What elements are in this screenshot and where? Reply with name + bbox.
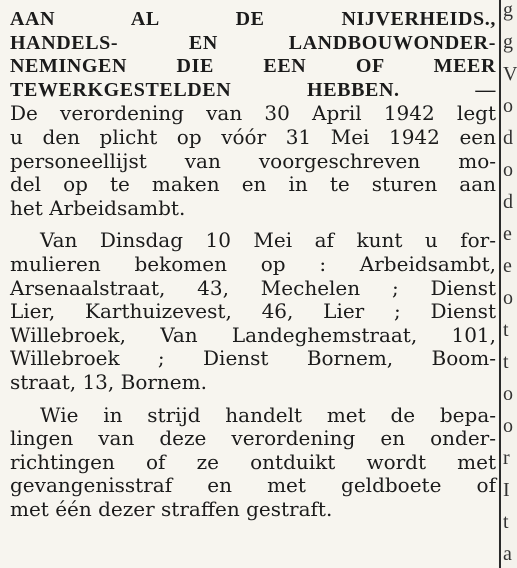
adjacent-column-glyph: o [503, 383, 513, 405]
text-line: straat, 13, Bornem. [10, 369, 207, 394]
heading-line: HANDELS- EN LANDBOUWONDER- [10, 31, 496, 54]
adjacent-column-glyph: o [503, 415, 513, 437]
adjacent-column-glyph: e [503, 255, 512, 277]
text-line: met één dezer straffen gestraft. [10, 496, 333, 521]
column-rule [499, 0, 501, 568]
text-line: richtingen of ze ontduikt wordt met [10, 449, 496, 474]
text-line: gevangenisstraf en met geldboete of [10, 473, 496, 498]
adjacent-column-glyph: o [503, 159, 513, 181]
text-line: De verordening van 30 April 1942 legt [10, 101, 496, 126]
adjacent-column-glyph: a [503, 543, 512, 565]
adjacent-column-glyph: d [503, 191, 513, 213]
adjacent-column-glyph: V [503, 63, 517, 85]
text-line: lingen van deze verordening en onder- [10, 426, 496, 451]
heading-line: AAN AL DE NIJVERHEIDS., [10, 8, 496, 30]
adjacent-column-glyph: t [503, 351, 509, 373]
adjacent-column-glyph: t [503, 511, 509, 533]
heading-line: TEWERKGESTELDEN HEBBEN. — [10, 78, 496, 101]
adjacent-column-glyph: g [503, 0, 513, 21]
text-line: Arsenaalstraat, 43, Mechelen ; Dienst [10, 275, 496, 300]
text-line: Willebroek, Van Landeghemstraat, 101, [10, 322, 496, 347]
adjacent-column-glyph: t [503, 319, 509, 341]
text-line: mulieren bekomen op : Arbeidsambt, [10, 251, 496, 276]
adjacent-column-fragment [503, 0, 517, 568]
article [10, 8, 496, 521]
article-heading [10, 8, 496, 102]
text-line: Willebroek ; Dienst Bornem, Boom- [10, 346, 496, 371]
text-line: Van Dinsdag 10 Mei af kunt u for- [40, 228, 496, 253]
text-line: del op te maken en in te sturen aan [10, 172, 496, 197]
text-line: personeellijst van voorgeschreven mo- [10, 148, 496, 173]
paragraph-1 [10, 102, 496, 220]
text-line: Lier, Karthuizevest, 46, Lier ; Dienst [10, 299, 496, 324]
adjacent-column-glyph: d [503, 127, 513, 149]
adjacent-column-glyph: e [503, 223, 512, 245]
text-line: het Arbeidsambt. [10, 195, 186, 220]
paragraph-2 [10, 229, 496, 394]
adjacent-column-glyph: r [503, 447, 510, 469]
adjacent-column-glyph: g [503, 31, 513, 53]
adjacent-column-glyph: I [503, 479, 510, 501]
heading-line: NEMINGEN DIE EEN OF MEER [10, 55, 496, 78]
paragraph-3 [10, 404, 496, 522]
text-line: Wie in strijd handelt met de bepa- [40, 402, 496, 427]
text-line: u den plicht op vóór 31 Mei 1942 een [10, 124, 496, 149]
adjacent-column-glyph: o [503, 287, 513, 309]
adjacent-column-glyph: o [503, 95, 513, 117]
